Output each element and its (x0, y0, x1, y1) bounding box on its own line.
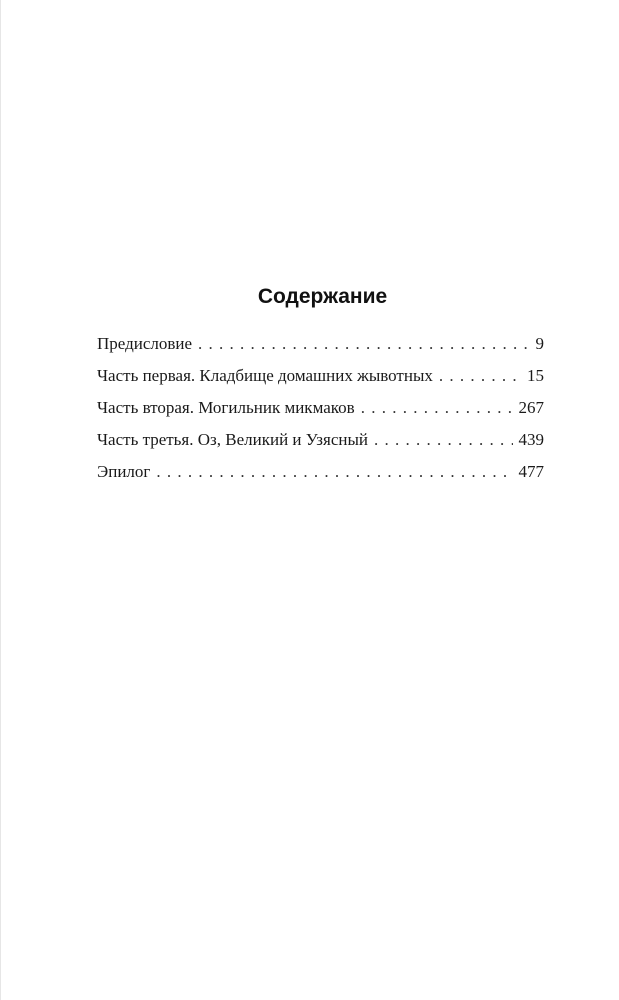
dot-leader (439, 360, 521, 392)
dot-leader (198, 328, 529, 360)
toc-entry-epilogue[interactable] (97, 456, 544, 488)
toc-list (97, 328, 544, 488)
toc-entry-label: Часть вторая. Могильник микмаков (97, 398, 355, 417)
page-title: Содержание (257, 285, 388, 308)
dot-leader (361, 392, 513, 424)
toc-entry-part-one[interactable] (97, 360, 544, 392)
toc-entry-page: 477 (518, 462, 544, 481)
toc-entry-page: 9 (535, 334, 544, 353)
toc-entry-label: Эпилог (97, 462, 151, 481)
dot-leader (374, 424, 512, 456)
toc-entry-part-three[interactable] (97, 424, 544, 456)
toc-entry-label: Часть третья. Оз, Великий и Узясный (97, 430, 369, 449)
toc-entry-page: 439 (518, 430, 544, 449)
dot-leader (156, 456, 512, 488)
table-of-contents (97, 283, 544, 488)
toc-entry-page: 267 (518, 398, 544, 417)
toc-entry-part-two[interactable] (97, 392, 544, 424)
page-edge-line (0, 0, 1, 1000)
toc-entry-label: Предисловие (97, 334, 193, 353)
toc-entry-preface[interactable] (97, 328, 544, 360)
toc-entry-page: 15 (527, 366, 544, 385)
toc-entry-label: Часть первая. Кладбище домашних жывотных (97, 366, 433, 385)
